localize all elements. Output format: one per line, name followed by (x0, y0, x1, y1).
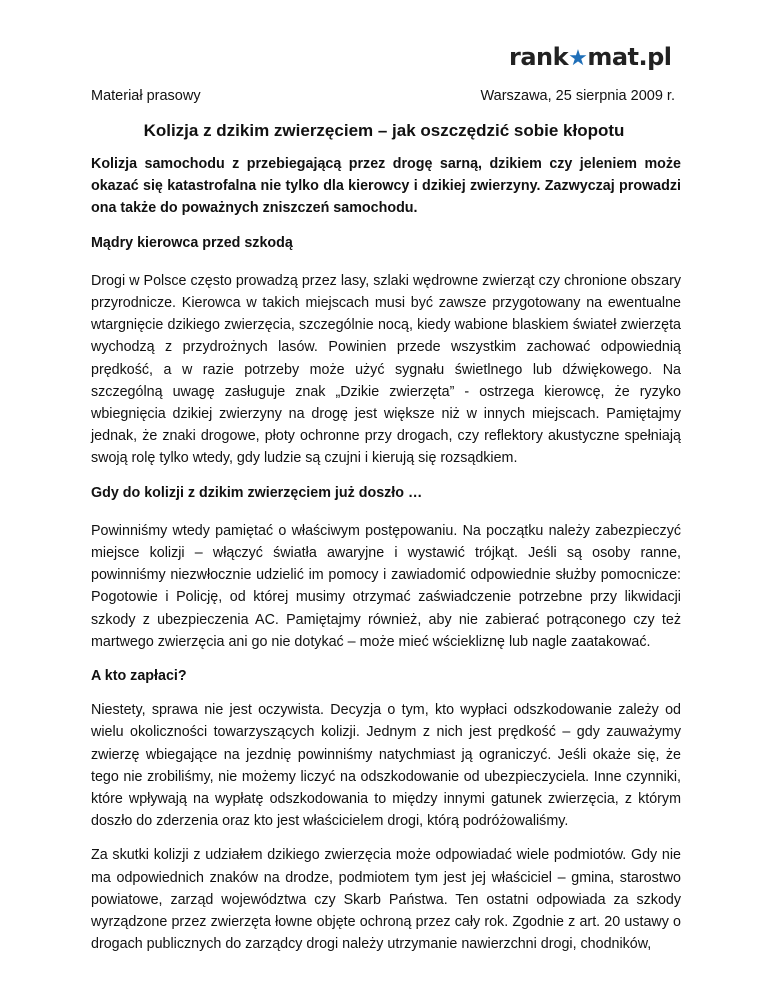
page-title: Kolizja z dzikim zwierzęciem – jak oszczędzić sobie kłopotu (143, 121, 625, 140)
logo-text-right: mat.pl (587, 43, 672, 71)
body-paragraph: Niestety, sprawa nie jest oczywista. Decyzja o tym, kto wypłaci odszkodowanie zależy od wielu okoliczności towarzyszących kolizji. Jednym z nich jest prędkość – gdy zauważymy zwierzę wbiegające na jezdnię powinniśmy natychmiast ją ograniczyć. Jeśli okaże się, że tego nie zrobiliśmy, nie możemy liczyć na odszkodowanie od ubezpieczyciela. Inne czynniki, które wpływają na wypłatę odszkodowania to między innymi gatunek zwierzęcia, z którym doszło do zderzenia oraz kto jest właścicielem drogi, którą podróżowaliśmy. (91, 702, 681, 830)
body-paragraph: Drogi w Polsce często prowadzą przez lasy, szlaki wędrowne zwierząt czy chronione obszary przyrodnicze. Kierowca w takich miejscach musi być zawsze przygotowany na ewentualne wtargnięcie dzikiego zwierzęcia, szczególnie nocą, kiedy wabione blaskiem świateł zwierzęta wychodzą z przydrożnych lasów. Powinien przede wszystkim zachować odpowiednią prędkość, a w razie potrzeby może użyć sygnału świetlnego lub dźwiękowego. Na szczególną uwagę zasługuje znak „Dzikie zwierzęta” - ostrzega kierowcę, że ryzyko wbiegnięcia dzikiej zwierzyny na drogę jest większe niż w innych miejscach. Pamiętajmy jednak, że znaki drogowe, płoty ochronne przy drogach, czy reflektory akustyczne spełniają swoją rolę tylko wtedy, gdy ludzie są czujni i kierują się rozsądkiem. (91, 272, 681, 467)
section-heading: A kto zapłaci? (91, 668, 187, 685)
logo-text-left: rank (509, 43, 569, 71)
rankomat-logo (509, 42, 672, 74)
body-paragraph: Za skutki kolizji z udziałem dzikiego zwierzęcia może odpowiadać wiele podmiotów. Gdy nie ma odpowiednich znaków na drodze, podmiotem tym jest jej właściciel – gmina, starostwo powiatowe, zarząd województwa czy Skarb Państwa. Ten ostatni odpowiada za szkody wyrządzone przez zwierzęta łowne objęte ochroną przez cały rok. Zgodnie z art. 20 ustawy o drogach publicznych do zarządcy drogi należy utrzymanie nawierzchni drogi, chodników, (91, 847, 681, 953)
section-heading: Mądry kierowca przed szkodą (91, 234, 293, 251)
star-icon: ★ (568, 46, 588, 71)
place-and-date: Warszawa, 25 sierpnia 2009 r. (480, 88, 675, 104)
article-body (91, 153, 681, 956)
section-heading: Gdy do kolizji z dzikim zwierzęciem już doszło … (91, 484, 423, 501)
body-paragraph: Powinniśmy wtedy pamiętać o właściwym postępowaniu. Na początku należy zabezpieczyć miejsce kolizji – włączyć światła awaryjne i wystawić trójkąt. Jeśli są osoby ranne, powinniśmy niezwłocznie udzielić im pomocy i zawiadomić odpowiednie służby pomocnicze: Pogotowie i Policję, od której musimy otrzymać zaświadczenie potrzebne przy likwidacji szkody z ubezpieczenia AC. Pamiętajmy również, aby nie zabierać potrąconego czy też martwego zwierzęcia ani go nie dotykać – może mieć wściekliznę lub nagle zaatakować. (91, 522, 681, 650)
lead-paragraph: Kolizja samochodu z przebiegającą przez drogę sarną, dzikiem czy jeleniem może okazać się katastrofalna nie tylko dla kierowcy i dzikiej zwierzyny. Zazwyczaj prowadzi ona także do poważnych zniszczeń samochodu. (91, 156, 681, 217)
document-type: Materiał prasowy (91, 88, 201, 104)
